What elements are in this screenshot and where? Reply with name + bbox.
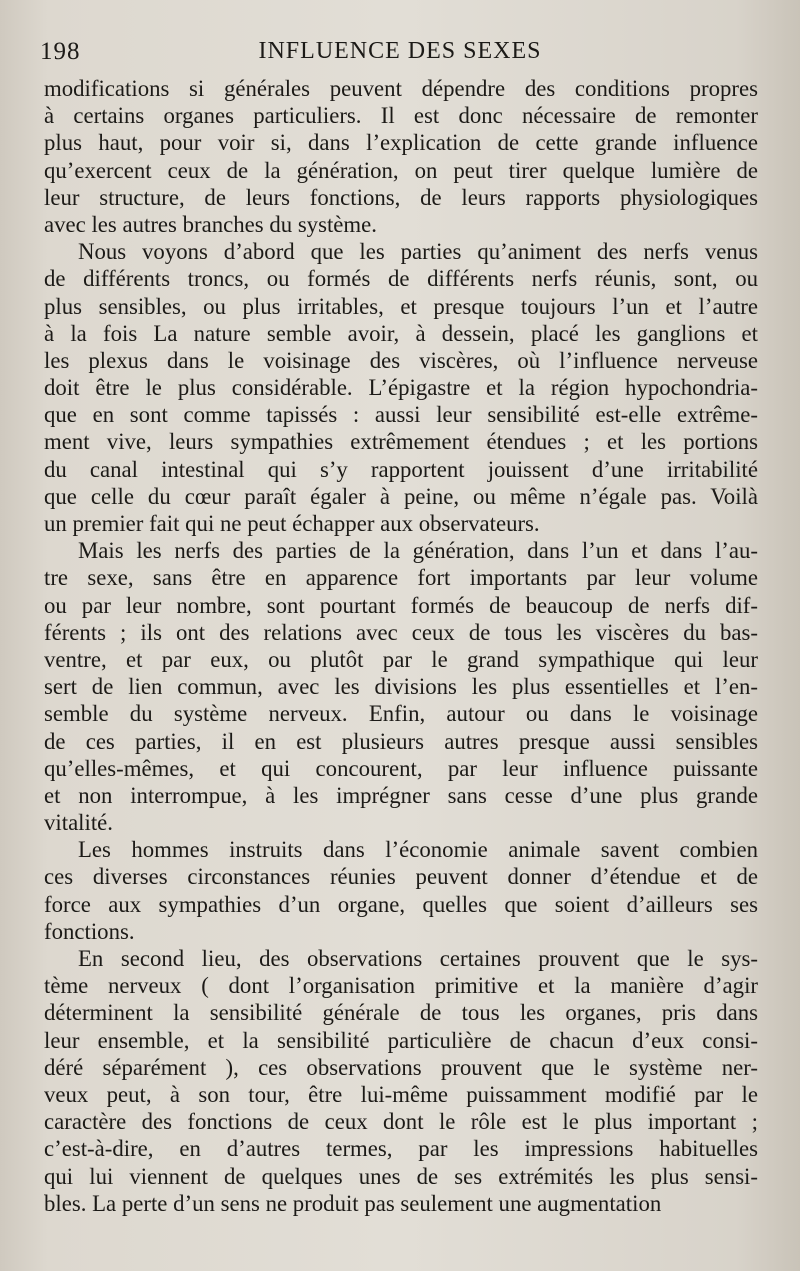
text-line: déterminent la sensibilité générale de tous les organes, pris dans [44,1000,758,1026]
text-line: Les hommes instruits dans l’économie animale savent combien [78,837,758,863]
text-line: que celle du cœur paraît égaler à peine, ou même n’égale pas. Voilà [44,483,758,509]
text-line: tre sexe, sans être en apparence fort importants par leur volume [44,565,758,591]
text-line: qu’exercent ceux de la génération, on peut tirer quelque lumière de [44,157,758,183]
text-line: de ces parties, il en est plusieurs autres presque aussi sensibles [44,728,758,754]
running-title: INFLUENCE DES SEXES [258,38,542,64]
text-line: sert de lien commun, avec les divisions les plus essentielles et l’en- [44,674,758,700]
text-line: ventre, et par eux, ou plutôt par le grand sympathique qui leur [44,646,758,672]
text-line: avec les autres branches du système. [44,211,377,237]
text-line: plus sensibles, ou plus irritables, et presque toujours l’un et l’autre [44,293,758,319]
text-line: Mais les nerfs des parties de la génération, dans l’un et dans l’au- [78,538,758,564]
paragraph [44,75,758,238]
text-line: à la fois La nature semble avoir, à dessein, placé les ganglions et [44,320,758,346]
text-line: leur structure, de leurs fonctions, de leurs rapports physiologiques [44,184,758,210]
page-header [40,38,760,72]
text-line: ces diverses circonstances réunies peuvent donner d’étendue et de [44,864,758,890]
text-line: de différents troncs, ou formés de différents nerfs réunis, sont, ou [44,266,758,292]
text-line: semble du système nerveux. Enfin, autour ou dans le voisinage [44,701,758,727]
text-line: doit être le plus considérable. L’épigastre et la région hypochondria- [44,375,758,401]
text-line: déré séparément ), ces observations prouvent que le système ner- [44,1054,758,1080]
text-line: tème nerveux ( dont l’organisation primitive et la manière d’agir [44,973,758,999]
text-line: ou par leur nombre, sont pourtant formés de beaucoup de nerfs dif- [44,592,758,618]
text-line: que en sont comme tapissés : aussi leur sensibilité est-elle extrême- [44,402,758,428]
body-text [44,75,758,1217]
text-line: qui lui viennent de quelques unes de ses extrémités les plus sensi- [44,1163,758,1189]
text-line: à certains organes particuliers. Il est donc nécessaire de remonter [44,103,758,129]
text-line: qu’elles-mêmes, et qui concourent, par leur influence puissante [44,755,758,781]
text-line: un premier fait qui ne peut échapper aux observateurs. [44,511,540,536]
text-line: du canal intestinal qui s’y rapportent jouissent d’une irritabilité [44,456,758,482]
text-line: vitalité. [44,810,114,836]
text-line: les plexus dans le voisinage des viscères, où l’influence nerveuse [44,347,758,373]
text-line: modifications si générales peuvent dépendre des conditions propres [44,76,758,101]
text-line: bles. La perte d’un sens ne produit pas seulement une augmentation [44,1190,662,1216]
paragraph [44,945,758,1217]
text-line: En second lieu, des observations certaines prouvent que le sys- [78,946,758,971]
text-line: ment vive, leurs sympathies extrêmement étendues ; et les portions [44,429,758,455]
paragraph [44,836,758,945]
text-line: veux peut, à son tour, être lui-même puissamment modifié par le [44,1081,758,1107]
paragraph [44,537,758,836]
paragraph [44,238,758,537]
text-line: Nous voyons d’abord que les parties qu’animent des nerfs venus [78,239,758,265]
text-line: et non interrompue, à les imprégner sans cesse d’une plus grande [44,782,758,808]
text-line: leur ensemble, et la sensibilité particulière de chacun d’eux consi- [44,1027,758,1053]
text-line: fonctions. [44,918,135,944]
text-line: force aux sympathies d’un organe, quelles que soient d’ailleurs ses [44,891,758,917]
text-line: férents ; ils ont des relations avec ceux de tous les viscères du bas- [44,619,758,645]
text-line: c’est-à-dire, en d’autres termes, par les impressions habituelles [44,1136,758,1162]
page-number: 198 [40,38,81,65]
text-line: plus haut, pour voir si, dans l’explication de cette grande influence [44,130,758,156]
text-line: caractère des fonctions de ceux dont le rôle est le plus important ; [44,1109,758,1135]
